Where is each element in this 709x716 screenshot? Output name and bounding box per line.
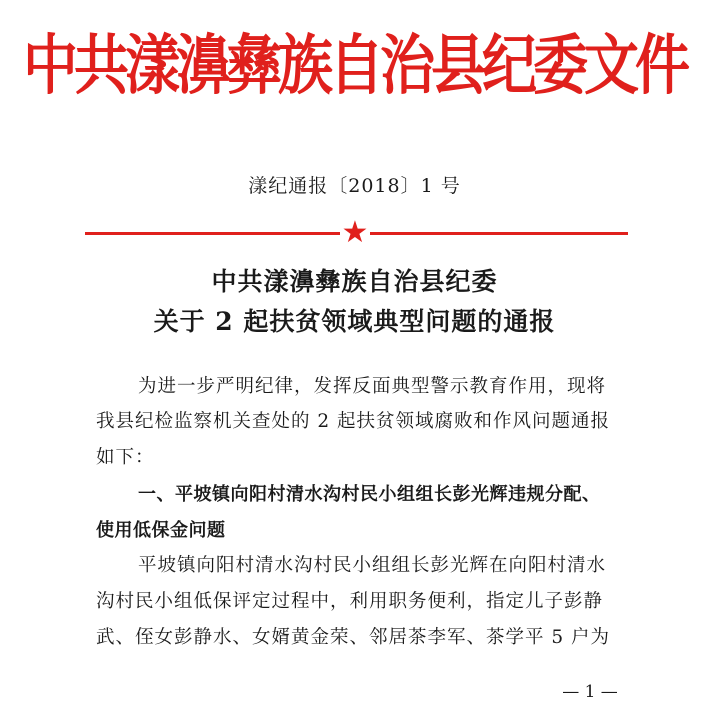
red-divider-left [85,232,340,235]
section-heading-line: 使用低保金问题 [96,520,226,541]
notice-title-line-1: 中共漾濞彝族自治县纪委 [211,267,498,296]
body-paragraph-line: 平坡镇向阳村清水沟村民小组组长彭光辉在向阳村清水 [138,555,607,576]
body-paragraph-line: 沟村民小组低保评定过程中，利用职务便利，指定儿子彭静 [96,591,604,612]
section-heading-line: 一、平坡镇向阳村清水沟村民小组组长彭光辉违规分配、 [138,484,601,505]
body-paragraph-line: 我县纪检监察机关查处的 2 起扶贫领域腐败和作风问题通报 [96,411,611,432]
document-number: 漾纪通报〔2018〕1 号 [248,175,461,197]
page-number: — 1 — [562,682,618,702]
masthead-title: 中共漾濞彝族自治县纪委文件 [22,26,686,103]
body-paragraph-line: 如下： [96,447,155,468]
body-paragraph-line: 为进一步严明纪律，发挥反面典型警示教育作用，现将 [138,376,607,397]
body-paragraph-line: 武、侄女彭静水、女婿黄金荣、邻居茶李军、茶学平 5 户为 [96,627,611,648]
star-icon: ★ [341,215,369,250]
notice-title-line-2: 关于 2 起扶贫领域典型问题的通报 [153,307,556,336]
red-divider-right [370,232,628,235]
